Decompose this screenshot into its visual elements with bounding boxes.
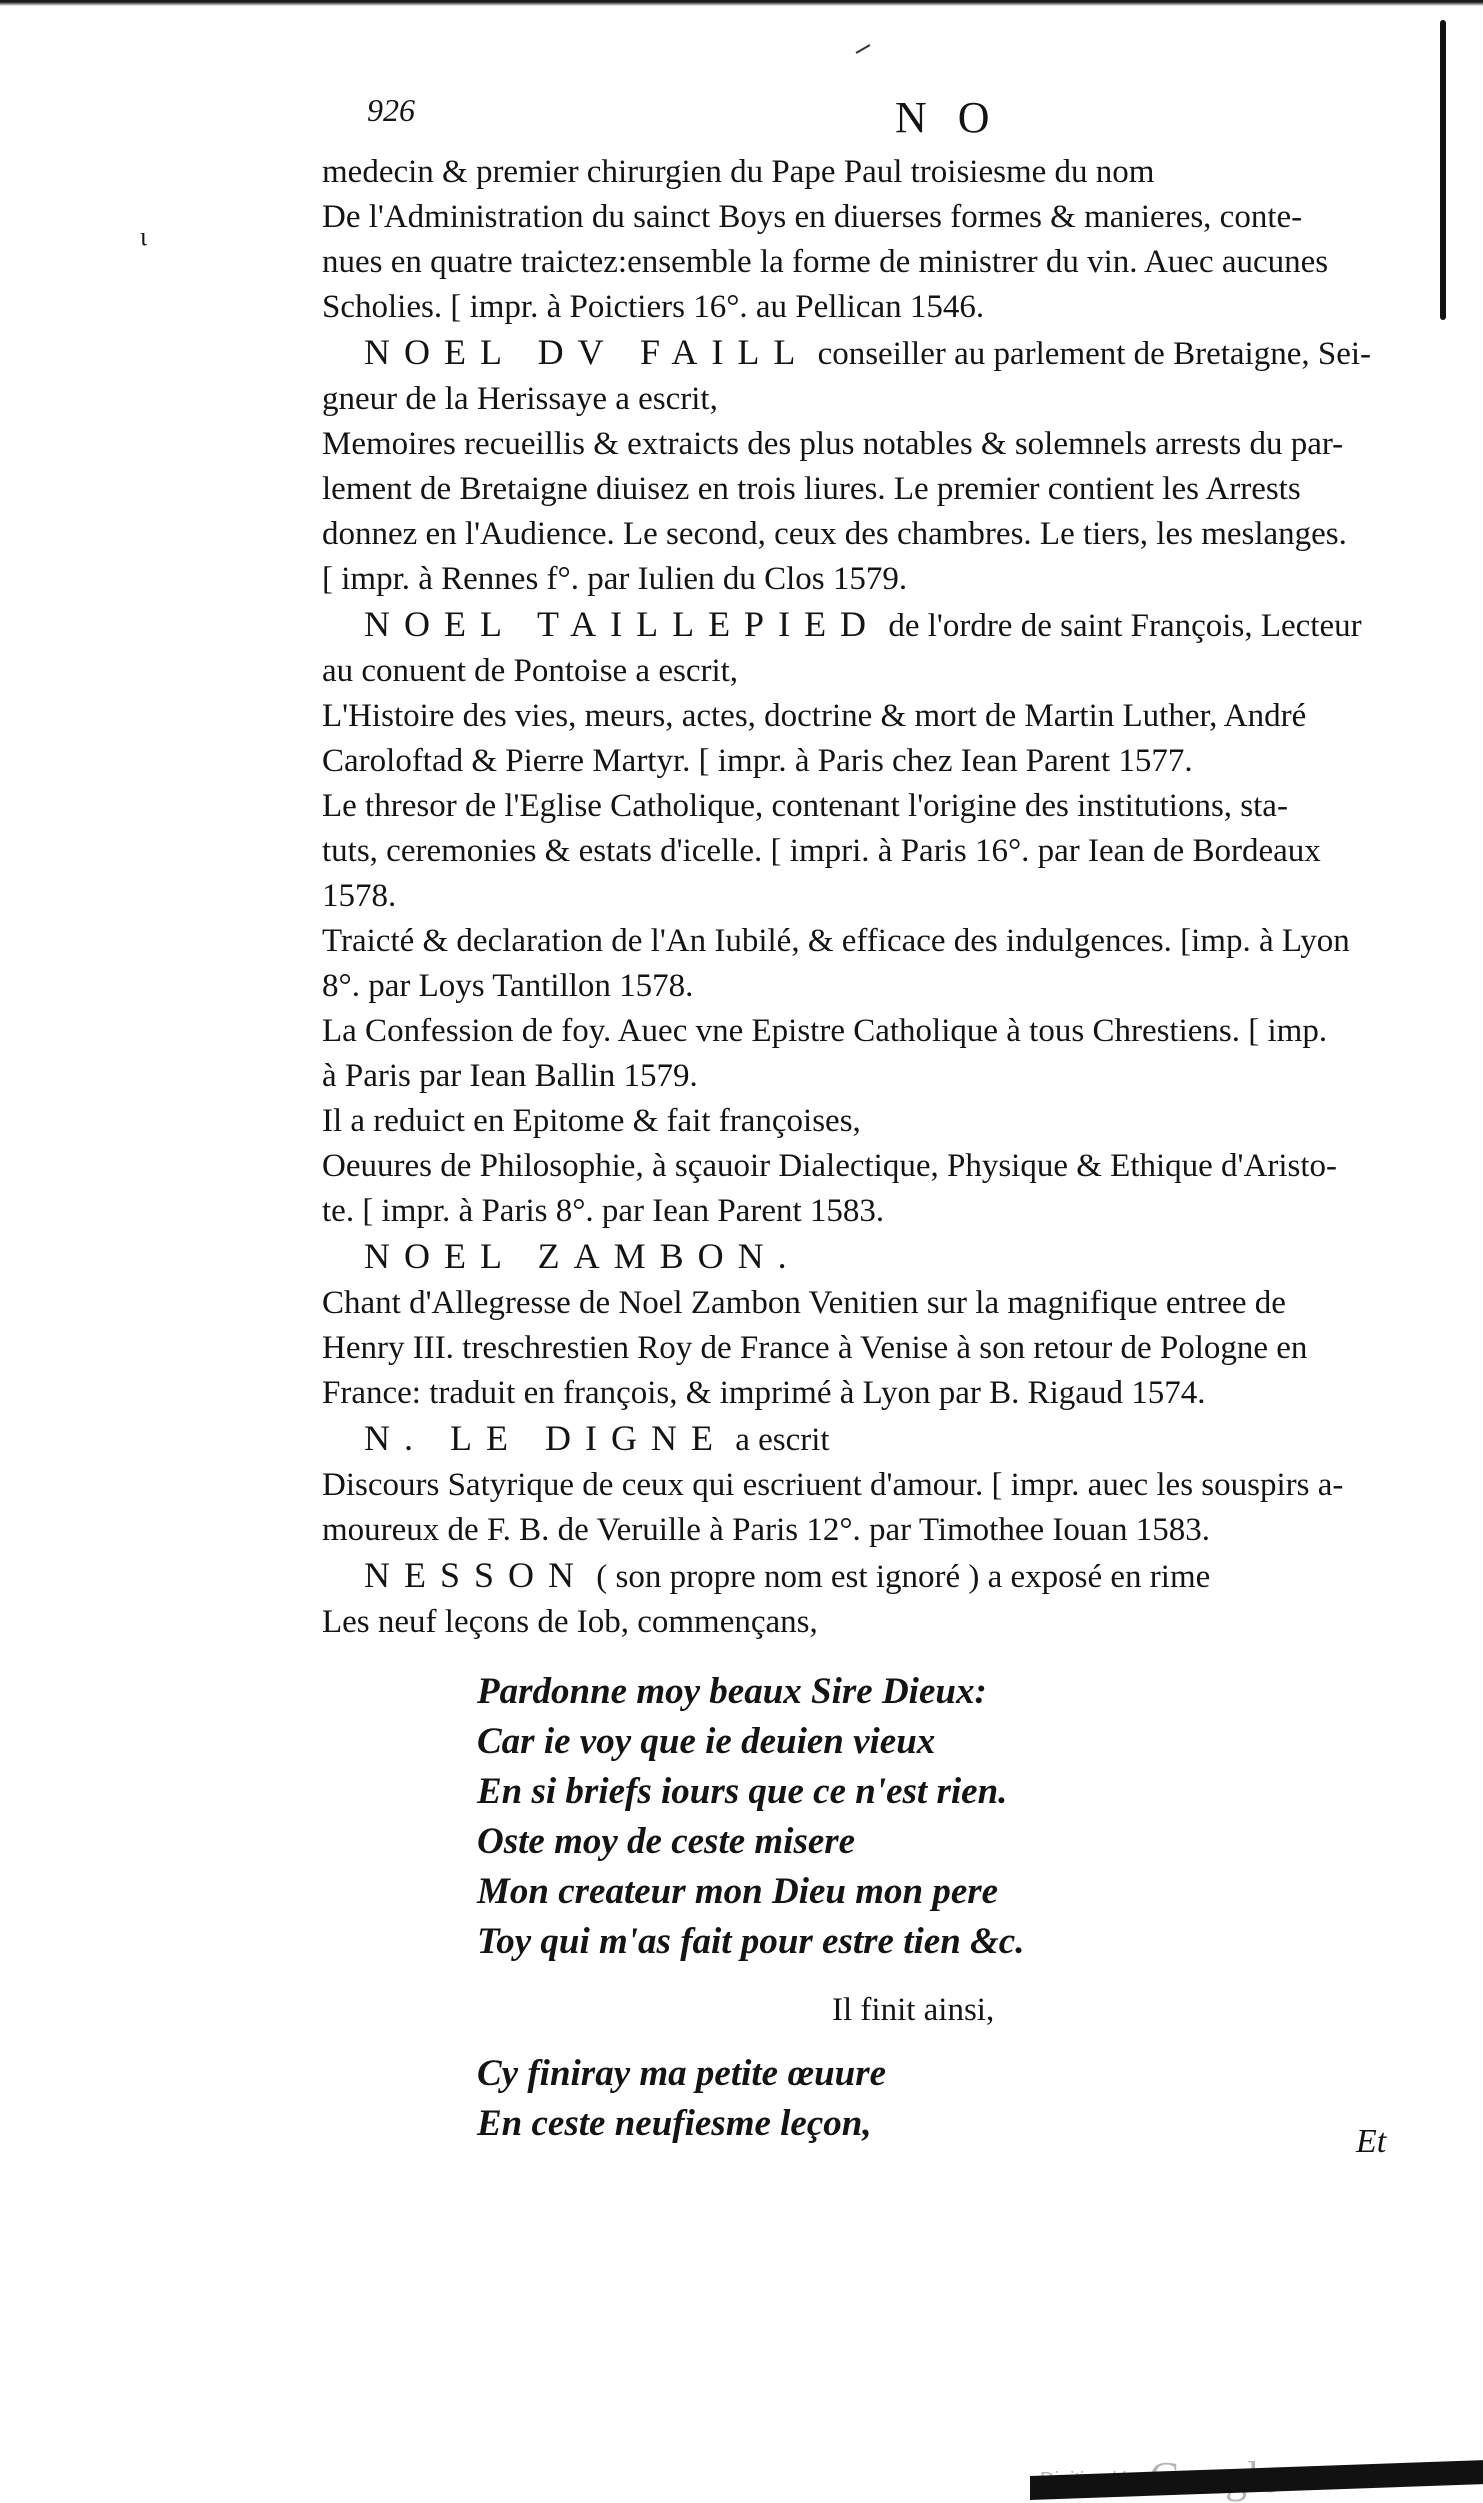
text-line (322, 1371, 1418, 1416)
text-line (322, 1553, 1418, 1600)
spacer (322, 1645, 1418, 1667)
text-line (322, 557, 1418, 602)
text-line (322, 649, 1418, 694)
line-text: Oeuures de Philosophie, à sçauoir Dialectique, Physique & Ethique d'Aristo- (322, 1148, 1337, 1184)
verse-transition: Il finit ainsi, (832, 1992, 995, 2028)
text-line (322, 829, 1418, 874)
text-line (322, 602, 1418, 649)
line-text: 1578. (322, 878, 397, 914)
line-text: conseiller au parlement de Bretaigne, Sei- (809, 336, 1372, 372)
line-text: France: traduit en françois, & imprimé à Lyon par B. Rigaud 1574. (322, 1375, 1206, 1411)
line-text: lement de Bretaigne diuisez en trois liures. Le premier contient les Arrests (322, 471, 1301, 507)
line-text: a escrit (726, 1422, 830, 1458)
author-name: NOEL DV FAILL (364, 332, 810, 372)
line-text: Le thresor de l'Eglise Catholique, contenant l'origine des institutions, sta- (322, 788, 1288, 824)
text-line (322, 784, 1418, 829)
text-line (322, 1416, 1418, 1463)
text-line (322, 1234, 1418, 1281)
text-line (322, 1508, 1418, 1553)
text-line (322, 240, 1418, 285)
line-text: Scholies. [ impr. à Poictiers 16°. au Pellican 1546. (322, 289, 985, 325)
text-line (322, 1009, 1418, 1054)
text-line (322, 512, 1418, 557)
line-text: De l'Administration du sainct Boys en diuerses formes & manieres, conte- (322, 199, 1303, 235)
text-line (322, 467, 1418, 512)
text-line (322, 964, 1418, 1009)
line-text: 8°. par Loys Tantillon 1578. (322, 968, 694, 1004)
verse-line: En si briefs iours que ce n'est rien. (477, 1771, 1008, 1812)
text-line (322, 1189, 1418, 1234)
page-number: 926 (367, 92, 415, 128)
text-line (322, 377, 1418, 422)
line-text: Traicté & declaration de l'An Iubilé, & efficace des indulgences. [imp. à Lyon (322, 923, 1350, 959)
text-line (322, 874, 1418, 919)
line-text: au conuent de Pontoise a escrit, (322, 653, 739, 689)
line-text: donnez en l'Audience. Le second, ceux des chambres. Le tiers, les meslanges. (322, 516, 1347, 552)
line-text: nues en quatre traictez:ensemble la forme de ministrer du vin. Auec aucunes (322, 244, 1329, 280)
line-text: Caroloftad & Pierre Martyr. [ impr. à Paris chez Iean Parent 1577. (322, 743, 1193, 779)
verse-line: Pardonne moy beaux Sire Dieux: (477, 1671, 987, 1712)
line-text: à Paris par Iean Ballin 1579. (322, 1058, 698, 1094)
line-text: Les neuf leçons de Iob, commençans, (322, 1604, 818, 1640)
text-line (322, 1144, 1418, 1189)
line-text: [ impr. à Rennes f°. par Iulien du Clos 1579. (322, 561, 908, 597)
verse-line: Car ie voy que ie deuien vieux (477, 1721, 936, 1762)
verse-line: Toy qui m'as fait pour estre tien &c. (477, 1921, 1025, 1962)
line-text: La Confession de foy. Auec vne Epistre Catholique à tous Chrestiens. [ imp. (322, 1013, 1328, 1049)
text-line (322, 285, 1418, 330)
text-line (322, 1463, 1418, 1508)
line-text: medecin & premier chirurgien du Pape Paul troisiesme du nom (322, 154, 1155, 190)
verse-line: En ceste neufiesme leçon, (477, 2103, 872, 2144)
text-line (322, 150, 1418, 195)
author-name: NOEL ZAMBON. (364, 1236, 801, 1276)
author-name: NOEL TAILLEPIED (364, 604, 881, 644)
line-text: Il a reduict en Epitome & fait françoises, (322, 1103, 861, 1139)
text-line (322, 694, 1418, 739)
text-line (322, 1600, 1418, 1645)
text-line (322, 1099, 1418, 1144)
line-text: Discours Satyrique de ceux qui escriuent d'amour. [ impr. auec les souspirs a- (322, 1467, 1344, 1503)
line-text: Memoires recueillis & extraicts des plus notables & solemnels arrests du par- (322, 426, 1344, 462)
line-text: L'Histoire des vies, meurs, actes, doctrine & mort de Martin Luther, André (322, 698, 1307, 734)
line-text: moureux de F. B. de Veruille à Paris 12°. par Timothee Iouan 1583. (322, 1512, 1211, 1548)
author-name: N. LE DIGNE (364, 1418, 727, 1458)
verse-line: Cy finiray ma petite œuure (477, 2053, 887, 2094)
running-head: N O (895, 93, 1000, 142)
text-line (322, 919, 1418, 964)
ink-mark (856, 44, 871, 54)
verse-line: Mon createur mon Dieu mon pere (477, 1871, 999, 1912)
text-line (322, 422, 1418, 467)
line-text: ( son propre nom est ignoré ) a exposé en rime (588, 1559, 1211, 1595)
catchword: Et (1356, 2123, 1387, 2160)
line-text: Chant d'Allegresse de Noel Zambon Venitien sur la magnifique entree de (322, 1285, 1286, 1321)
text-line (322, 330, 1418, 377)
verse-opening (322, 1667, 1418, 1967)
entries (322, 150, 1418, 1645)
line-text: de l'ordre de saint François, Lecteur (880, 608, 1362, 644)
line-text: Henry III. treschrestien Roy de France à Venise à son retour de Pologne en (322, 1330, 1308, 1366)
verse-ending (322, 2049, 1418, 2149)
text-line (322, 1326, 1418, 1371)
verse-line: Oste moy de ceste misere (477, 1821, 856, 1862)
text-line (322, 1281, 1418, 1326)
text-line (322, 1054, 1418, 1099)
line-text: tuts, ceremonies & estats d'icelle. [ impri. à Paris 16°. par Iean de Bordeaux (322, 833, 1321, 869)
line-text: te. [ impr. à Paris 8°. par Iean Parent 1583. (322, 1193, 885, 1229)
text-line (322, 195, 1418, 240)
body-text (322, 150, 1418, 2149)
author-name: NESSON (364, 1555, 589, 1595)
text-line (322, 739, 1418, 784)
line-text: gneur de la Herissaye a escrit, (322, 381, 718, 417)
scan-top-edge (0, 0, 1483, 10)
page-edge-shadow (1440, 20, 1446, 320)
margin-mark: ι (140, 222, 147, 251)
